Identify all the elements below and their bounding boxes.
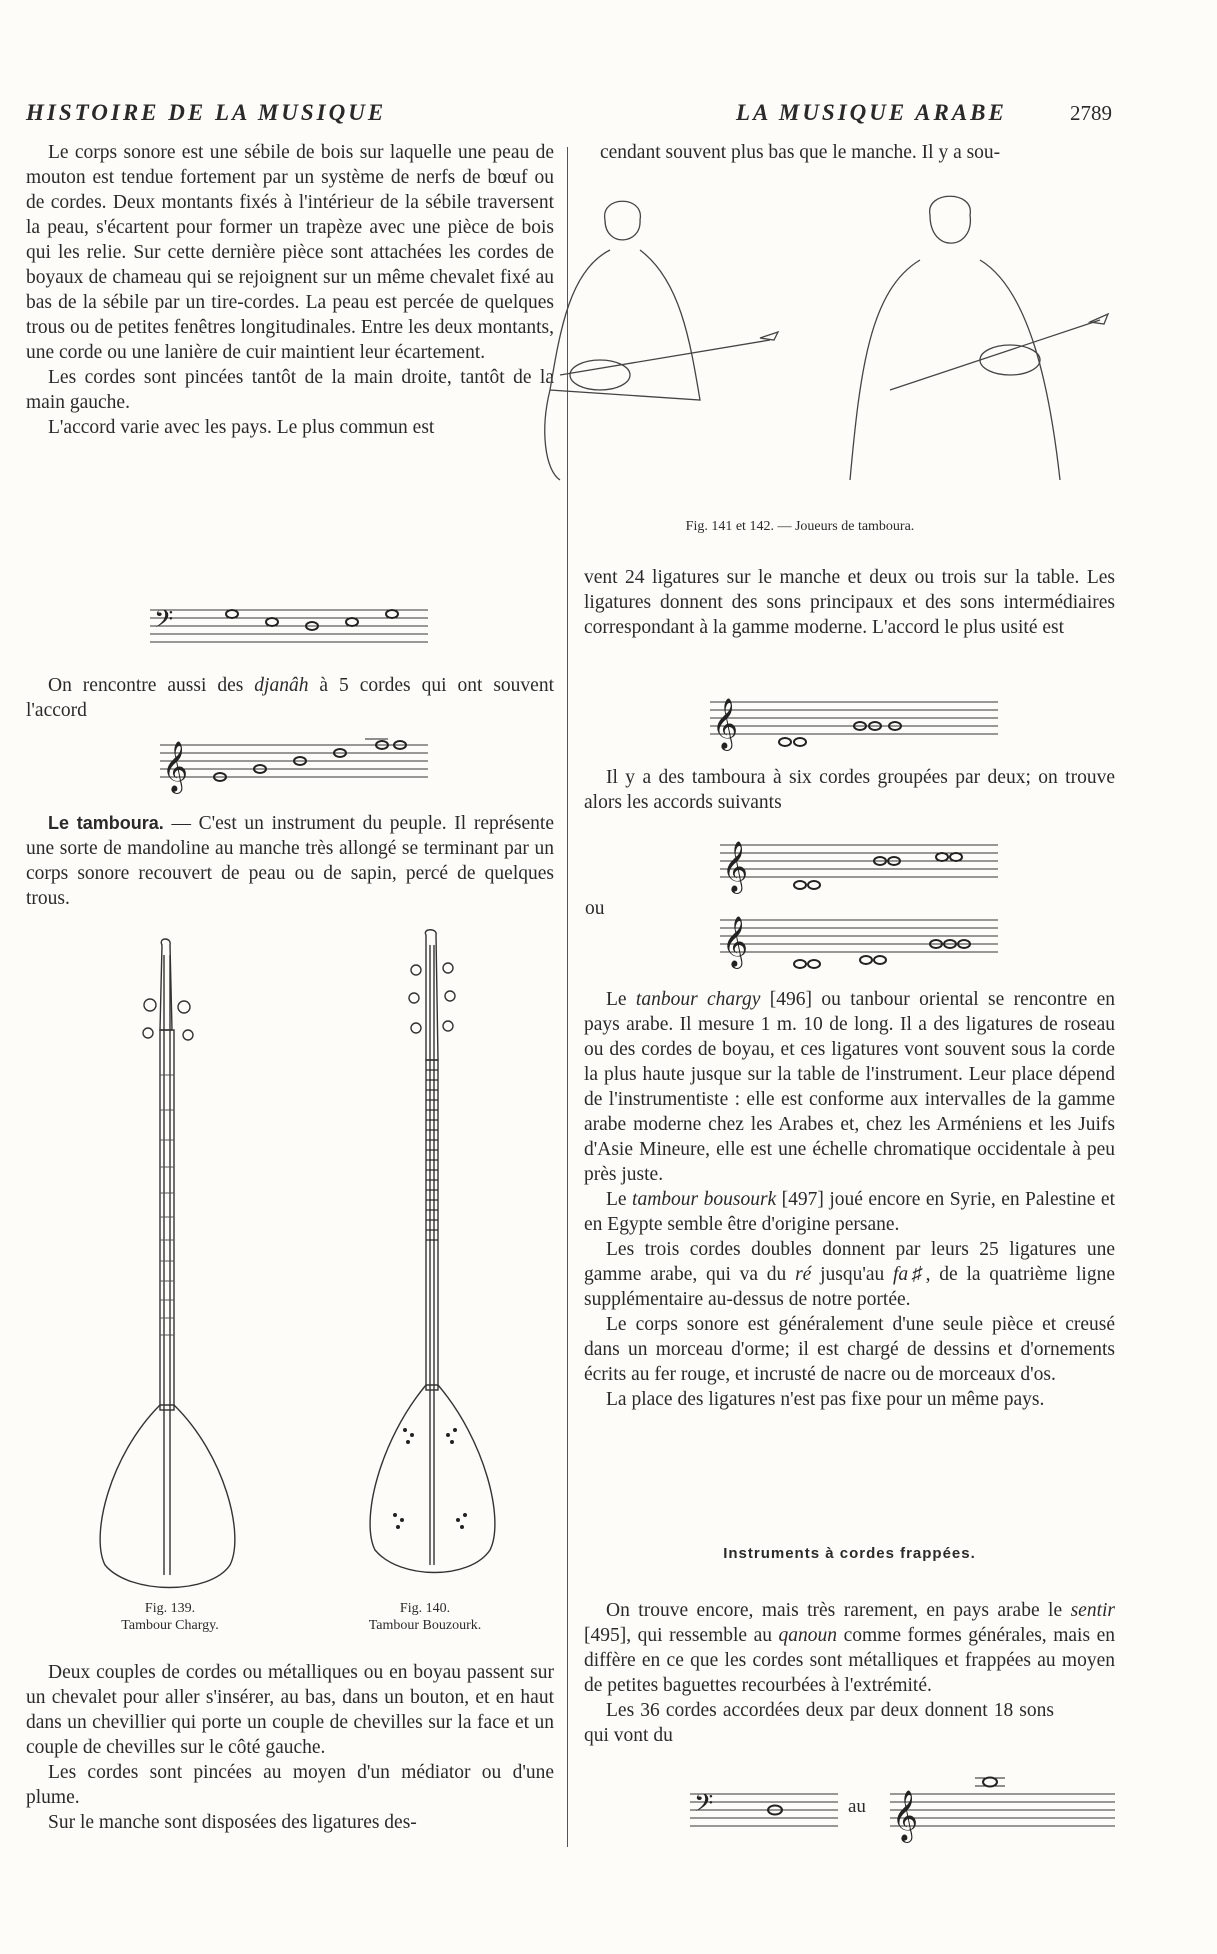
page-number: 2789 (1070, 101, 1112, 125)
paragraph-36-cordes: Les 36 cordes accordées deux par deux donnent 18 sons qui vont du (584, 1700, 1054, 1746)
svg-text:𝄞: 𝄞 (892, 1790, 919, 1841)
paragraph-djanah: On rencontre aussi des djanâh à 5 cordes qui ont souvent l'accord (26, 675, 554, 721)
paragraph-24-ligatures: vent 24 ligatures sur le manche et deux ou trois sur la table. Les ligatures donnent des sons principaux et des sons intermédiaires correspondant à la gamme moderne. L'accord le plus usité est (584, 567, 1115, 638)
paragraph-tambour-bousourk: Le tambour bousourk [497] joué encore en Syrie, en Palestine et en Egypte semble être d'origine persane. (584, 1189, 1116, 1235)
running-head-right: LA MUSIQUE ARABE (736, 100, 1007, 125)
term-djanah: djanâh (254, 675, 309, 696)
term-sentir: sentir (1070, 1600, 1115, 1621)
section-heading-cordes-frappees: Instruments à cordes frappées. (723, 1545, 976, 1562)
right-column-main (584, 987, 1115, 1412)
paragraph-tamboura: Le tamboura. — C'est un instrument du peuple. Il représente une sorte de mandoline au manche très allongé se terminant par un corps sonore recouvert de peau ou de sapin, percé de quelques trous. (26, 813, 554, 909)
paragraph-couples-cordes: Deux couples de cordes ou métalliques ou en boyau passent sur un chevalet pour aller s'insérer, au bas, dans un bouton, et en haut dans un chevillier qui porte un couple de chevilles sur la face et un couple de chevilles sur le côté gauche. (26, 1662, 554, 1758)
paragraph-place-ligatures: La place des ligatures n'est pas fixe pour un même pays. (606, 1389, 1045, 1410)
svg-text:𝄞: 𝄞 (712, 698, 739, 749)
term-tambour-bousourk: tambour bousourk (632, 1189, 777, 1210)
term-qanoun: qanoun (778, 1625, 838, 1646)
right-column-p2 (584, 765, 1115, 815)
paragraph-six-cordes: Il y a des tamboura à six cordes groupées par deux; on trouve alors les accords suivants (584, 767, 1115, 813)
figure-141-142-players (530, 190, 1110, 490)
caption-fig-140: Fig. 140. Tambour Bouzourk. (368, 1601, 482, 1633)
label-au: au (848, 1796, 866, 1817)
paragraph-sentir: On trouve encore, mais très rarement, en pays arabe le sentir [495], qui ressemble au qanoun comme formes générales, mais en diffère en ce que les cordes sont métalliques et frappées au moyen de petites baguettes recourbées à l'extrémité. (584, 1600, 1115, 1696)
svg-text:𝄢: 𝄢 (694, 1789, 714, 1824)
figure-140-tambour-bouzourk (350, 930, 520, 1590)
svg-text:𝄞: 𝄞 (162, 741, 189, 792)
paragraph-accord: L'accord varie avec les pays. Le plus commun est (48, 417, 435, 438)
figure-139-tambour-chargy (80, 935, 260, 1595)
paragraph-corps-sonore: Le corps sonore est généralement d'une seule pièce et creusé dans un morceau d'orme; il est chargé de dessins et d'ornements écrits au fer rouge, et incrusté de nacre ou de morceaux d'os. (584, 1314, 1115, 1385)
music-staff-accord-djanah (160, 735, 430, 797)
paragraph-sebile: Le corps sonore est une sébile de bois sur laquelle une peau de mouton est tendue fortement par un système de nerfs de bœuf ou de cordes. Deux montants fixés à l'intérieur de la sébile traversent la peau, s'écartent pour former un trapèze avec une pièce de bois qui les relie. Sur cette dernière pièce sont attachées les cordes de boyaux de chameau qui se rejoignent sur un même chevalet fixé au bas de la sébile par un tire-cordes. La peau est percée de quelques trous ou de petites fenêtres longitudinales. Entre les deux montants, une corde ou une lanière de cuir maintient leur écartement. (26, 142, 554, 363)
music-staff-range-start (690, 1782, 840, 1838)
music-staff-range-end (890, 1772, 1120, 1842)
music-staff-accord-usite (710, 690, 1000, 750)
svg-text:𝄞: 𝄞 (722, 841, 749, 892)
label-ou: ou (585, 898, 605, 919)
music-staff-accord-commun (150, 600, 430, 650)
term-tanbour-chargy: tanbour chargy (635, 989, 761, 1010)
running-head-left: HISTOIRE DE LA MUSIQUE (26, 100, 387, 125)
paragraph-trois-cordes: Les trois cordes doubles donnent par leurs 25 ligatures une gamme arabe, qui va du ré jusqu'au fa♯, de la quatrième ligne supplémentaire au-dessus de notre portée. (584, 1239, 1115, 1310)
caption-fig-141-142: Fig. 141 et 142. — Joueurs de tamboura. (685, 519, 915, 534)
paragraph-ligatures: Sur le manche sont disposées des ligatures des- (48, 1812, 417, 1833)
paragraph-tanbour-chargy: Le tanbour chargy [496] ou tanbour oriental se rencontre en pays arabe. Il mesure 1 m. 10 de long. Il a des ligatures de roseau ou des cordes de boyau, et ces ligatures vont souvent sous la corde la plus haute jusque sur la table de l'instrument. Leur place dépend de l'instrumentiste : elle est conforme aux intervalles de la gamme arabe moderne chez les Arabes et, chez les Arméniens et les Juifs d'Asie Mineure, elle est une échelle chromatique occidentale à peu près juste. (584, 989, 1115, 1185)
svg-text:𝄞: 𝄞 (722, 916, 749, 967)
right-column-p1 (584, 565, 1115, 640)
paragraph-mediator: Les cordes sont pincées au moyen d'un médiator ou d'une plume. (26, 1762, 554, 1808)
music-staff-accord-1 (720, 835, 1000, 895)
right-column-bottom (584, 1598, 1115, 1748)
caption-fig-139: Fig. 139. Tambour Chargy. (121, 1601, 219, 1633)
left-column-bottom (26, 1660, 554, 1835)
heading-tamboura: Le tamboura. (48, 813, 164, 833)
left-column-top (26, 140, 554, 440)
svg-text:𝄢: 𝄢 (154, 605, 174, 640)
paragraph-continuation: cendant souvent plus bas que le manche. Il y a sou- (600, 142, 1001, 163)
paragraph-cordes-pincees: Les cordes sont pincées tantôt de la main droite, tantôt de la main gauche. (26, 367, 554, 413)
music-staff-accord-2 (720, 910, 1000, 972)
